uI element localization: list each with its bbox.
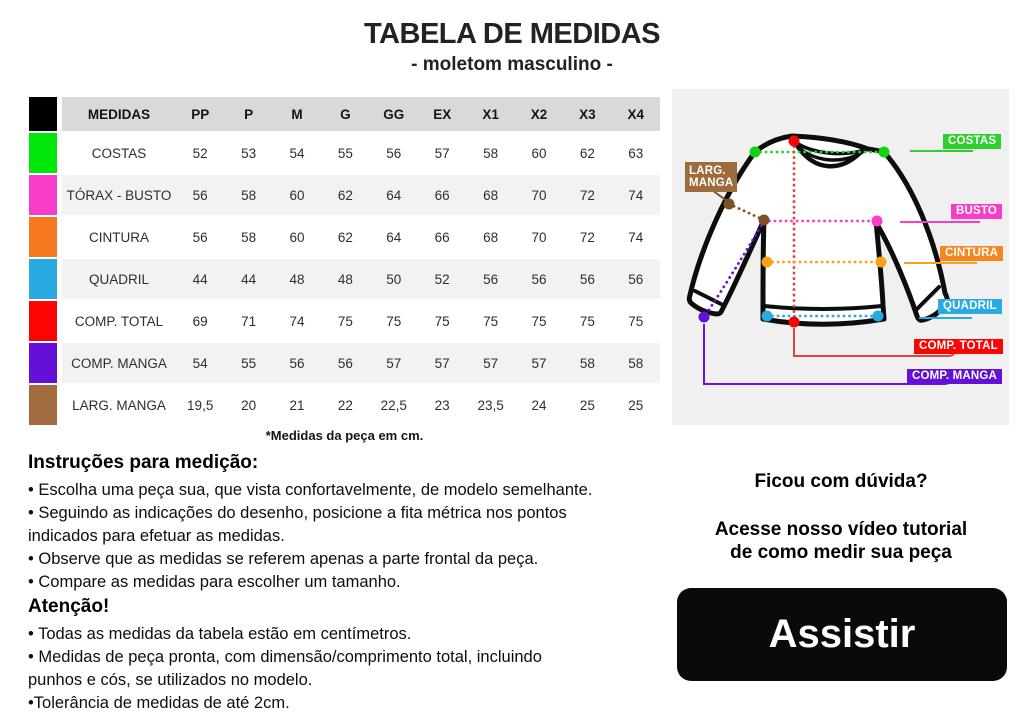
cell: 75 (434, 313, 450, 329)
col-header-medidas: MEDIDAS (87, 106, 151, 122)
col-header-size: M (291, 106, 303, 122)
header-swatch (29, 97, 57, 131)
table-header-row (29, 97, 660, 131)
instructions-heading: Instruções para medição: (28, 452, 259, 473)
color-swatch (29, 217, 57, 257)
cell: 50 (386, 271, 402, 287)
cell: 58 (628, 355, 644, 371)
row-label: CINTURA (89, 229, 149, 245)
cell: 57 (386, 355, 402, 371)
cell: 75 (531, 313, 547, 329)
cell: 19,5 (187, 397, 214, 413)
cell: 75 (579, 313, 595, 329)
cell: 68 (483, 229, 499, 245)
tag-quadril: QUADRIL (938, 299, 1002, 314)
cell: 56 (628, 271, 644, 287)
cell: 62 (579, 145, 595, 161)
cell: 20 (241, 397, 257, 413)
help-question: Ficou com dúvida? (754, 471, 928, 492)
attention-line: punhos e cós, se utilizados no modelo. (28, 671, 313, 689)
cell: 56 (192, 229, 208, 245)
cell: 60 (531, 145, 547, 161)
cell: 23,5 (477, 397, 504, 413)
row-label: TÓRAX - BUSTO (66, 187, 172, 203)
col-header-size: X3 (579, 106, 596, 122)
cell: 75 (483, 313, 499, 329)
cell: 23 (434, 397, 450, 413)
tag-comp-manga: COMP. MANGA (907, 369, 1002, 384)
instruction-line: • Escolha uma peça sua, que vista confortavelmente, de modelo semelhante. (28, 481, 593, 499)
cell: 64 (386, 229, 402, 245)
instruction-line: • Compare as medidas para escolher um tamanho. (28, 573, 401, 591)
cell: 62 (337, 187, 353, 203)
color-swatch (29, 301, 57, 341)
cell: 22,5 (380, 397, 407, 413)
cell: 68 (483, 187, 499, 203)
cell: 74 (628, 187, 644, 203)
cell: 70 (531, 187, 547, 203)
cell: 52 (434, 271, 450, 287)
attention-block (28, 596, 658, 715)
table-row (29, 385, 660, 425)
cell: 56 (337, 355, 353, 371)
cell: 56 (531, 271, 547, 287)
tag-costas: COSTAS (943, 134, 1001, 149)
row-label: COMP. TOTAL (74, 313, 164, 329)
attention-line: • Todas as medidas da tabela estão em centímetros. (28, 625, 412, 643)
attention-line: • Medidas de peça pronta, com dimensão/comprimento total, incluindo (28, 648, 542, 666)
cell: 53 (241, 145, 257, 161)
col-header-size: GG (383, 106, 405, 122)
page-title: TABELA DE MEDIDAS (364, 18, 660, 50)
tutorial-line: Acesse nosso vídeo tutorial (714, 519, 968, 540)
cell: 44 (241, 271, 257, 287)
tag-cintura: CINTURA (940, 246, 1003, 261)
cell: 75 (628, 313, 644, 329)
cell: 74 (289, 313, 305, 329)
tutorial-line: de como medir sua peça (730, 542, 952, 563)
col-header-size: X1 (482, 106, 499, 122)
table-row (29, 175, 660, 215)
cell: 54 (289, 145, 305, 161)
cell: 71 (241, 313, 257, 329)
cell: 57 (434, 145, 450, 161)
instruction-line: • Observe que as medidas se referem apenas a parte frontal da peça. (28, 550, 539, 568)
cell: 60 (289, 229, 305, 245)
table-footnote: *Medidas da peça em cm. (265, 428, 424, 443)
cell: 22 (337, 397, 353, 413)
table-row (29, 343, 660, 383)
cell: 64 (386, 187, 402, 203)
row-label: QUADRIL (88, 271, 149, 287)
instruction-line: • Seguindo as indicações do desenho, posicione a fita métrica nos pontos (28, 504, 567, 522)
cell: 57 (531, 355, 547, 371)
instruction-line: indicados para efetuar as medidas. (28, 527, 285, 545)
cell: 57 (483, 355, 499, 371)
cell: 25 (628, 397, 644, 413)
size-table (29, 97, 660, 427)
cell: 75 (386, 313, 402, 329)
color-swatch (29, 343, 57, 383)
col-header-size: EX (433, 106, 452, 122)
cell: 55 (241, 355, 257, 371)
cell: 56 (289, 355, 305, 371)
col-header-size: X2 (530, 106, 548, 122)
cell: 56 (192, 187, 208, 203)
cell: 72 (579, 187, 595, 203)
tutorial-text (673, 518, 1009, 564)
measurement-diagram-panel (672, 89, 1009, 425)
cell: 72 (579, 229, 595, 245)
page-subtitle: - moletom masculino - (411, 54, 613, 75)
cell: 70 (531, 229, 547, 245)
col-header-size: PP (191, 106, 210, 122)
cell: 58 (241, 187, 257, 203)
cell: 74 (628, 229, 644, 245)
cell: 52 (192, 145, 208, 161)
cell: 69 (192, 313, 208, 329)
cell: 48 (289, 271, 305, 287)
table-row (29, 217, 660, 257)
cell: 75 (337, 313, 353, 329)
cell: 56 (386, 145, 402, 161)
col-header-size: G (340, 106, 351, 122)
table-row (29, 259, 660, 299)
color-swatch (29, 175, 57, 215)
tag-comp-total: COMP. TOTAL (914, 339, 1003, 354)
cell: 63 (628, 145, 644, 161)
color-swatch (29, 385, 57, 425)
table-row (29, 301, 660, 341)
cell: 25 (579, 397, 595, 413)
cell: 60 (289, 187, 305, 203)
tag-larg-manga: LARG. MANGA (685, 162, 737, 192)
attention-line: •Tolerância de medidas de até 2cm. (28, 694, 290, 712)
cell: 58 (579, 355, 595, 371)
instructions-block (28, 452, 658, 594)
watch-button[interactable]: Assistir (677, 588, 1007, 681)
cell: 66 (434, 229, 450, 245)
color-swatch (29, 133, 57, 173)
cell: 57 (434, 355, 450, 371)
cell: 54 (192, 355, 208, 371)
cell: 66 (434, 187, 450, 203)
col-header-size: P (244, 106, 254, 122)
cell: 56 (483, 271, 499, 287)
attention-heading: Atenção! (28, 596, 110, 617)
cell: 48 (337, 271, 353, 287)
row-label: LARG. MANGA (72, 397, 166, 413)
cell: 58 (241, 229, 257, 245)
row-label: COMP. MANGA (71, 355, 167, 371)
table-row (29, 133, 660, 173)
color-swatch (29, 259, 57, 299)
cell: 55 (337, 145, 353, 161)
tag-busto: BUSTO (951, 204, 1002, 219)
cell: 24 (531, 397, 547, 413)
cell: 56 (579, 271, 595, 287)
cell: 62 (337, 229, 353, 245)
row-label: COSTAS (91, 145, 147, 161)
cell: 21 (289, 397, 305, 413)
cell: 58 (483, 145, 499, 161)
cell: 44 (192, 271, 208, 287)
col-header-size: X4 (627, 106, 645, 122)
